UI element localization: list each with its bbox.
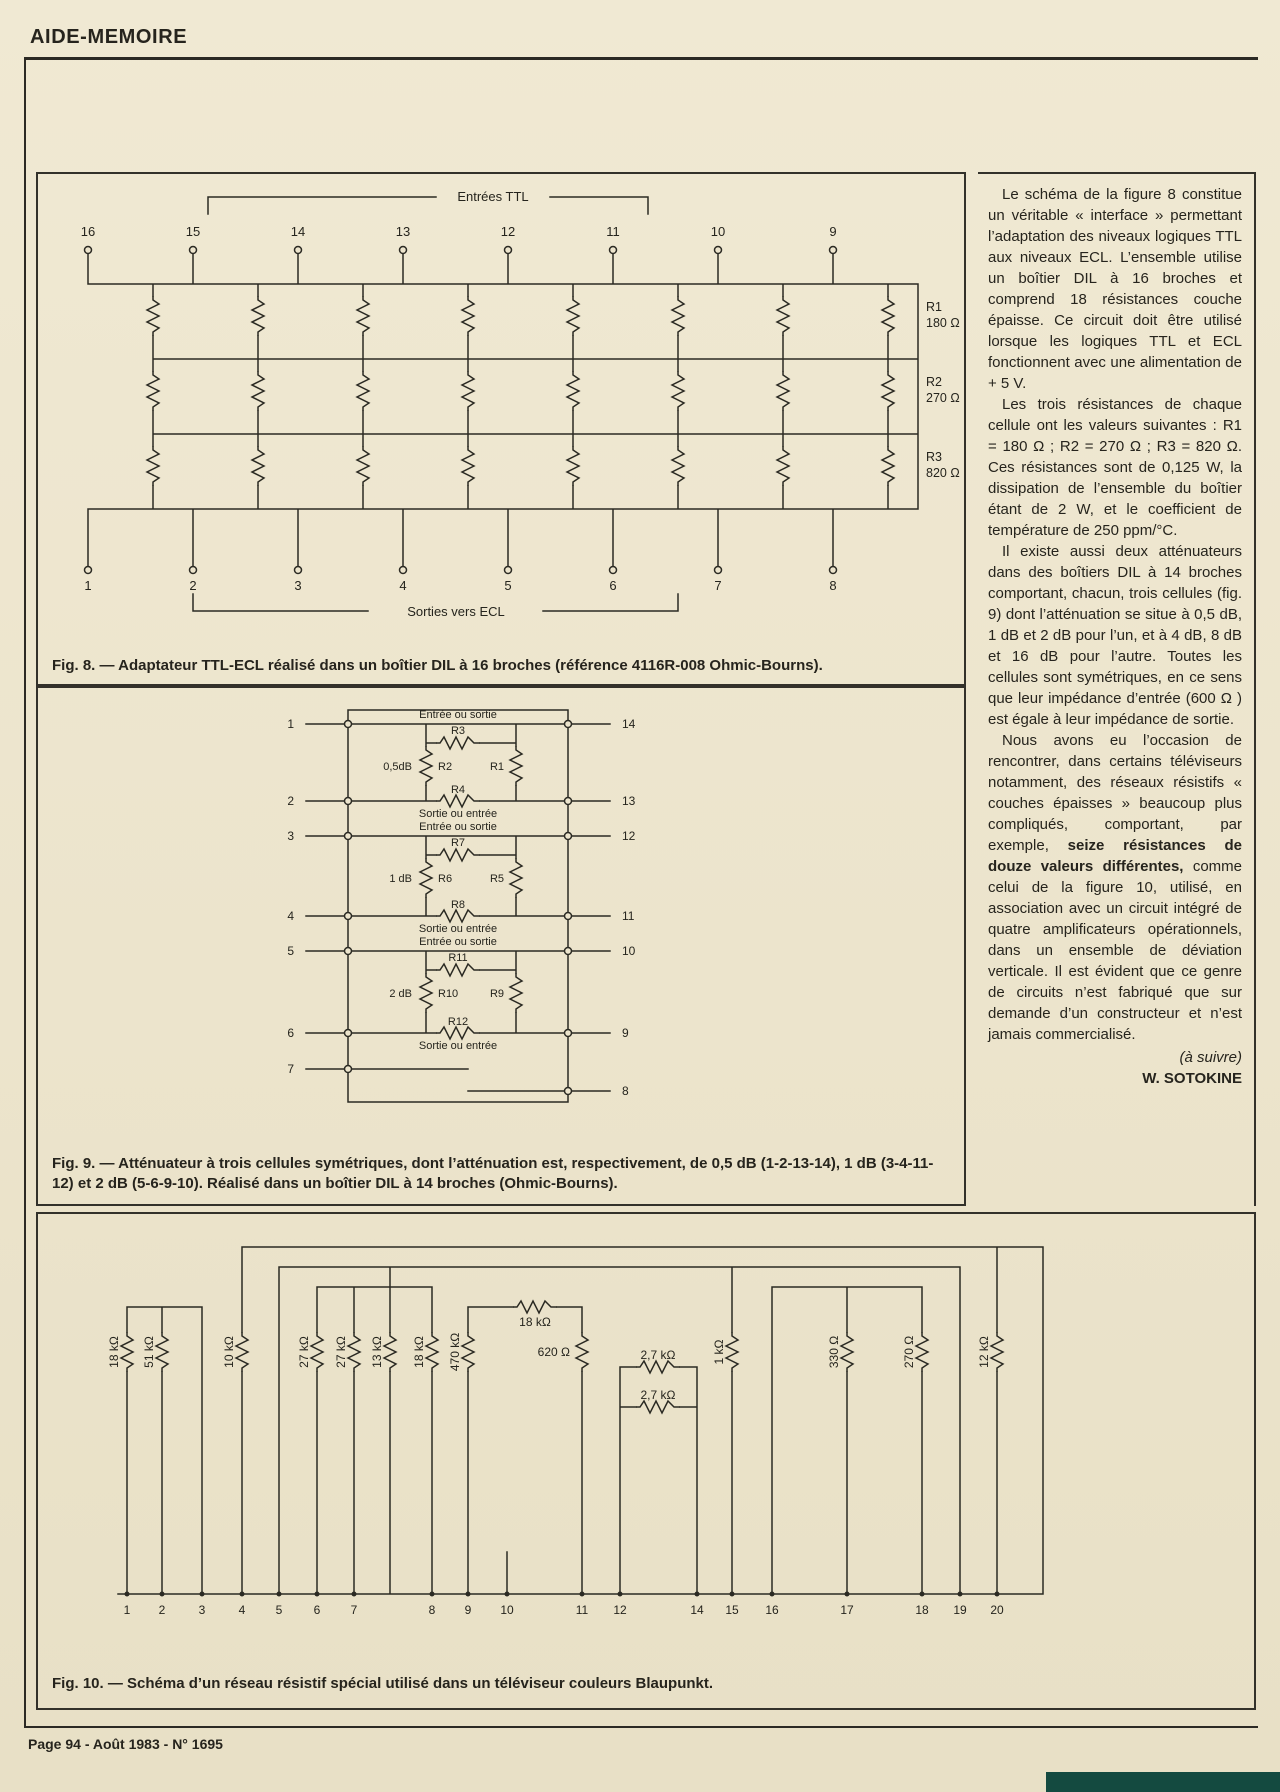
paragraph-emphasis: seize résistances de douze valeurs différentes, (988, 837, 1242, 875)
pin-label: 11 (606, 224, 620, 239)
pin-label: 4 (399, 578, 407, 593)
pin-label: 2 (287, 794, 294, 808)
article-column (978, 172, 1256, 1206)
pin-label: 8 (622, 1084, 629, 1098)
pin-label: 14 (690, 1603, 704, 1617)
pin-label: 6 (609, 578, 617, 593)
pin-label: 1 (123, 1603, 131, 1617)
page-title: AIDE-MEMOIRE (30, 26, 188, 48)
resistor-value: 27 kΩ (334, 1336, 348, 1368)
fig8-resistors (147, 296, 894, 486)
pin-label: 19 (953, 1603, 967, 1617)
pin-label: 1 (84, 578, 92, 593)
pin-label: 11 (622, 909, 635, 923)
pin-label: 9 (622, 1026, 629, 1040)
author-name: W. SOTOKINE (1142, 1070, 1242, 1087)
pin-label: 3 (294, 578, 302, 593)
page-footer: Page 94 - Août 1983 - N° 1695 (28, 1736, 223, 1752)
fig9-caption: Fig. 9. — Atténuateur à trois cellules symétriques, dont l’atténuation est, respectivement, de 0,5 dB (1-2-13-14), 1 dB (3-4-11-12) et 2 dB (5-6-9-10). Réalisé dans un boîtier DIL à 14 broches (Ohmic-Bourns). (52, 1155, 934, 1192)
fig8-bottom-pin-numbers (84, 578, 836, 593)
header-rule (24, 57, 1258, 60)
resistor-value: 270 Ω (926, 391, 960, 405)
pin-label: 11 (575, 1603, 589, 1617)
pin-label: 15 (725, 1603, 739, 1617)
resistor-value: 27 kΩ (297, 1336, 311, 1368)
fig8-schematic (38, 174, 964, 624)
pin-label: 17 (840, 1603, 854, 1617)
fig9-cell-2 (389, 821, 504, 935)
pin-label: 12 (622, 829, 636, 843)
resistor-value: 10 kΩ (222, 1336, 236, 1368)
pin-label: 13 (395, 224, 411, 239)
pin-label: 1 (287, 717, 294, 731)
resistor-value: 820 Ω (926, 466, 960, 480)
pin-label: 13 (622, 794, 636, 808)
pin-label: 6 (287, 1026, 294, 1040)
bottom-color-band (1046, 1772, 1280, 1792)
net-label: Sortie ou entrée (418, 808, 498, 820)
pin-label: 20 (990, 1603, 1004, 1617)
net-label: Sortie ou entrée (418, 1040, 498, 1052)
resistor-value: 270 Ω (902, 1335, 916, 1369)
net-label: Entrée ou sortie (419, 821, 497, 833)
pin-label: 4 (238, 1603, 246, 1617)
ecl-outputs-label: Sorties vers ECL (407, 604, 505, 619)
net-label: Sortie ou entrée (418, 923, 498, 935)
resistor-name: R2 (926, 375, 942, 389)
resistor-name: R3 (450, 725, 466, 737)
fig8-resistor-values (926, 300, 960, 480)
paragraph-text: Nous avons eu l’occasion de rencontrer, dans certains téléviseurs notamment, des réseaux résistifs « couches épaisses » beaucoup plus compliqués, comportant, par exemple, (988, 732, 1242, 854)
fig8-top-pin-numbers (81, 224, 837, 239)
resistor-value: 18 kΩ (412, 1336, 426, 1368)
fig10-pin-numbers (124, 1603, 1004, 1617)
fig8-panel (36, 172, 966, 686)
resistor-value: 2,7 kΩ (640, 1348, 676, 1362)
pin-label: 9 (829, 224, 837, 239)
resistor-value: 12 kΩ (977, 1336, 991, 1368)
resistor-value: 180 Ω (926, 316, 960, 330)
fig9-right-pin-numbers (622, 717, 636, 1098)
fig9-left-pin-numbers (287, 717, 294, 1076)
resistor-value: 2,7 kΩ (640, 1388, 676, 1402)
resistor-value: 18 kΩ (519, 1315, 551, 1329)
to-be-continued: (à suivre) (1179, 1049, 1242, 1066)
pin-label: 14 (622, 717, 636, 731)
pin-label: 3 (287, 829, 294, 843)
pin-label: 14 (290, 224, 306, 239)
pin-label: 8 (428, 1603, 436, 1617)
pin-label: 8 (829, 578, 837, 593)
pin-label: 10 (710, 224, 726, 239)
fig10-schematic (38, 1222, 1254, 1632)
pin-label: 4 (287, 909, 294, 923)
resistor-value: 51 kΩ (142, 1336, 156, 1368)
pin-label: 16 (80, 224, 96, 239)
fig10-wires (118, 1247, 1043, 1594)
ttl-inputs-label: Entrées TTL (457, 189, 529, 204)
pin-label: 9 (464, 1603, 472, 1617)
resistor-value: 470 kΩ (448, 1332, 462, 1372)
pin-label: 7 (350, 1603, 358, 1617)
article-paragraph: Les trois résistances de chaque cellule ont les valeurs suivantes : R1 = 180 Ω ; R2 = 270 Ω ; R3 = 820 Ω. Ces résistances sont de 0,125 W, la dissipation de l’ensemble du boîtier étant de 2 W, et le coefficient de température de 250 ppm/°C. (988, 396, 1242, 539)
resistor-name: R6 (438, 873, 453, 885)
left-frame-line (24, 57, 26, 1726)
article-paragraph: Il existe aussi deux atténuateurs dans des boîtiers DIL à 14 broches comportant, chacun, trois cellules (fig. 9) dont l’atténuation se situe à 0,5 dB, 1 dB et 2 dB pour l’un, et à 4 dB, 8 dB et 16 dB pour l’autre. Toutes les cellules sont symétriques, en ce sens que leur impédance d’entrée (600 Ω ) est égale à leur impédance de sortie. (988, 543, 1242, 728)
attenuation-label: 2 dB (389, 988, 412, 1000)
resistor-name: R5 (489, 873, 504, 885)
fig10-resistor-values (107, 1315, 991, 1402)
fig8-caption: Fig. 8. — Adaptateur TTL-ECL réalisé dans un boîtier DIL à 16 broches (référence 4116R-008 Ohmic-Bourns). (52, 657, 823, 674)
resistor-name: R1 (489, 761, 504, 773)
pin-label: 7 (287, 1062, 294, 1076)
resistor-value: 18 kΩ (107, 1336, 121, 1368)
attenuation-label: 1 dB (389, 873, 412, 885)
fig9-cell-3 (389, 936, 504, 1052)
net-label: Entrée ou sortie (419, 936, 497, 948)
resistor-name: R2 (438, 761, 453, 773)
pin-label: 12 (500, 224, 516, 239)
resistor-name: R7 (450, 837, 466, 849)
resistor-name: R8 (450, 899, 466, 911)
resistor-name: R4 (450, 784, 466, 796)
resistor-value: 1 kΩ (712, 1339, 726, 1365)
pin-label: 5 (275, 1603, 283, 1617)
pin-label: 16 (765, 1603, 779, 1617)
resistor-name: R9 (489, 988, 504, 1000)
article-paragraph: Le schéma de la figure 8 constitue un véritable « interface » permettant l’adaptation des niveaux logiques TTL aux niveaux ECL. L’ensemble utilise un boîtier DIL à 16 broches et comprend 18 résistances couche épaisse. Ce circuit doit être utilisé lorsque les logiques TTL et ECL fonctionnent avec une alimentation de + 5 V. (988, 186, 1242, 392)
pin-label: 2 (158, 1603, 166, 1617)
paragraph-text: comme celui de la figure 10, utilisé, en association avec un circuit intégré de quatre amplificateurs opérationnels, dans un ensemble de déviation verticale. Il est évident que ce genre de circuits n’est fabriqué que sur demande d’un constructeur et n’est jamais commercialisé. (988, 858, 1242, 1043)
resistor-name: R3 (926, 450, 942, 464)
resistor-name: R12 (447, 1016, 469, 1028)
fig8-pin-circles (85, 247, 837, 574)
pin-label: 12 (613, 1603, 627, 1617)
fig8-wires (88, 197, 918, 611)
attenuation-label: 0,5dB (383, 761, 412, 773)
pin-label: 10 (500, 1603, 514, 1617)
pin-label: 7 (714, 578, 722, 593)
resistor-value: 13 kΩ (370, 1336, 384, 1368)
pin-label: 5 (287, 944, 294, 958)
net-label: Entrée ou sortie (419, 709, 497, 721)
resistor-value: 620 Ω (537, 1345, 570, 1359)
fig9-panel (36, 686, 966, 1206)
pin-label: 18 (915, 1603, 929, 1617)
resistor-name: R1 (926, 300, 942, 314)
resistor-name: R10 (438, 988, 459, 1000)
pin-label: 2 (189, 578, 197, 593)
fig10-panel (36, 1212, 1256, 1710)
article-paragraph (988, 730, 1242, 1045)
fig10-caption: Fig. 10. — Schéma d’un réseau résistif spécial utilisé dans un téléviseur couleurs Blaupunkt. (52, 1675, 714, 1692)
pin-label: 6 (313, 1603, 321, 1617)
fig9-cell-1 (383, 709, 504, 820)
footer-rule (24, 1726, 1258, 1728)
pin-label: 15 (185, 224, 201, 239)
resistor-value: 330 Ω (827, 1335, 841, 1369)
resistor-name: R11 (448, 952, 468, 964)
fig9-resistors (420, 737, 522, 1039)
pin-label: 3 (198, 1603, 206, 1617)
fig9-schematic (38, 694, 964, 1130)
pin-label: 5 (504, 578, 512, 593)
pin-label: 10 (622, 944, 636, 958)
